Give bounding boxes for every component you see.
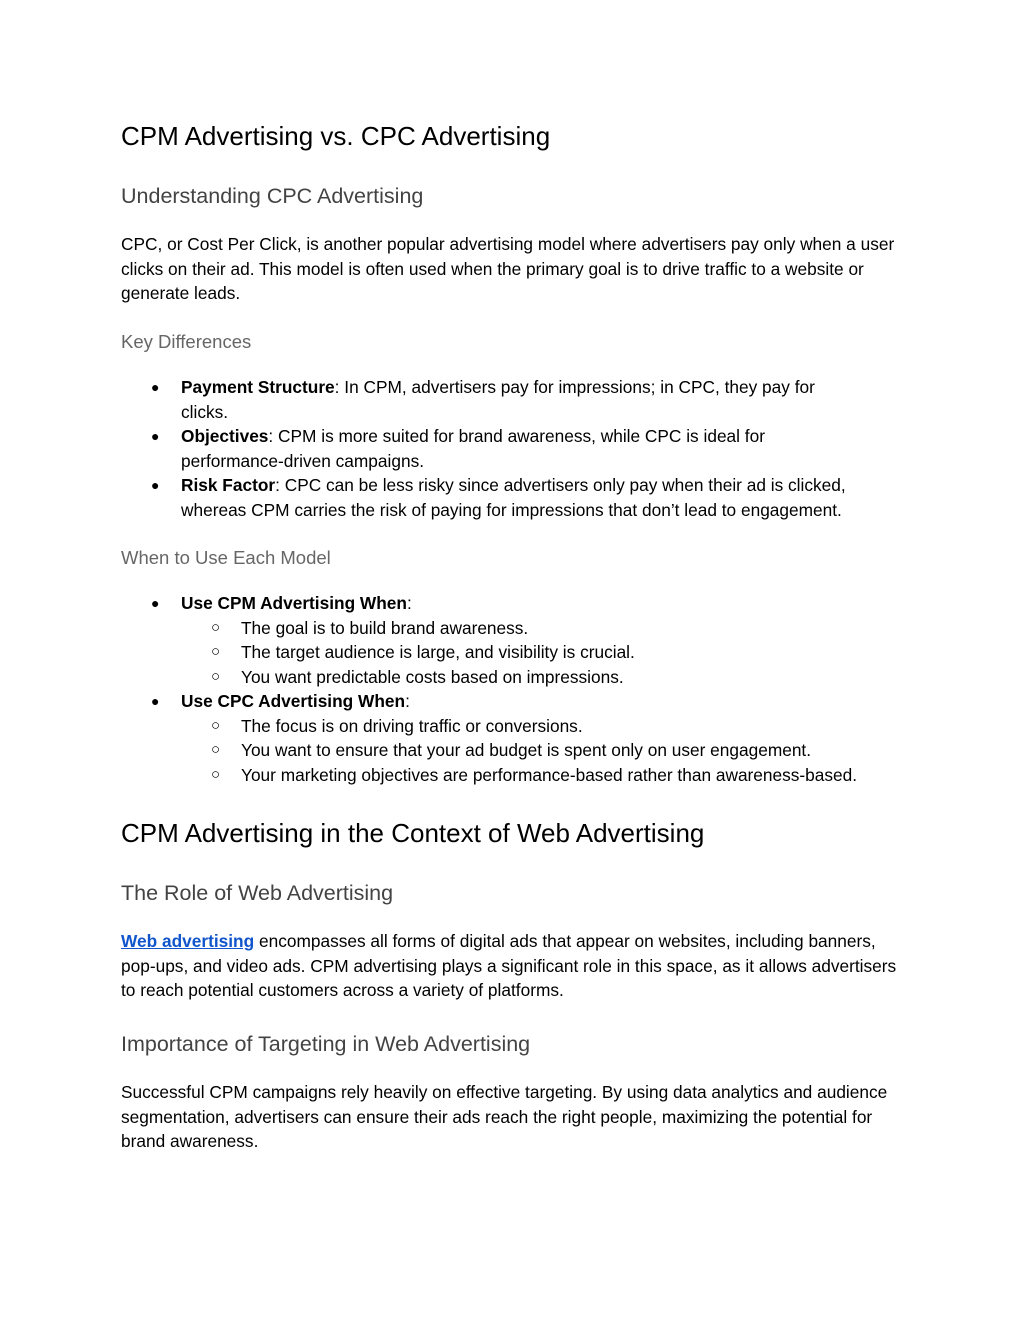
list-item-suffix: : bbox=[406, 593, 412, 613]
list-item-term: Use CPM Advertising When bbox=[181, 593, 407, 613]
sub-list-item: The target audience is large, and visibility is crucial. bbox=[241, 642, 635, 662]
bullet-icon: ● bbox=[151, 379, 160, 395]
list-item-suffix: : bbox=[405, 691, 410, 711]
sub-list-item: You want to ensure that your ad budget is spent only on user engagement. bbox=[241, 740, 812, 760]
sub-list-item: The focus is on driving traffic or conversions. bbox=[241, 715, 583, 736]
sub-bullet-icon: ○ bbox=[211, 667, 221, 685]
when-to-use-heading: When to Use Each Model bbox=[121, 547, 331, 568]
list-item-text: : CPM is more suited for brand awareness, while CPC is ideal for bbox=[268, 426, 765, 446]
list-item-continuation: clicks. bbox=[181, 401, 229, 422]
list-item bbox=[181, 375, 815, 400]
sub-bullet-icon: ○ bbox=[211, 618, 221, 636]
bullet-icon: ● bbox=[151, 477, 160, 493]
sub-bullet-icon: ○ bbox=[211, 765, 221, 783]
web-context-title: CPM Advertising in the Context of Web Advertising bbox=[121, 818, 705, 848]
list-item bbox=[181, 473, 846, 498]
list-item bbox=[181, 689, 410, 714]
page-title: CPM Advertising vs. CPC Advertising bbox=[121, 121, 551, 151]
list-item-text: : CPC can be less risky since advertisers only pay when their ad is clicked, bbox=[275, 475, 846, 495]
cpc-heading: Understanding CPC Advertising bbox=[121, 184, 424, 208]
cpc-paragraph: CPC, or Cost Per Click, is another popular advertising model where advertisers pay only when a user clicks on their ad. This model is often used when the primary goal is to drive traffic to a website or generate leads. bbox=[121, 234, 895, 303]
role-heading: The Role of Web Advertising bbox=[121, 881, 394, 905]
web-advertising-link[interactable]: Web advertising bbox=[121, 931, 255, 951]
sub-bullet-icon: ○ bbox=[211, 741, 221, 758]
list-item-continuation: performance-driven campaigns. bbox=[181, 450, 425, 471]
when-to-use-list bbox=[121, 591, 911, 791]
role-paragraph bbox=[121, 929, 911, 1003]
list-item bbox=[181, 591, 412, 616]
bullet-icon: ● bbox=[151, 595, 160, 611]
bullet-icon: ● bbox=[151, 693, 160, 709]
sub-list-item: You want predictable costs based on impressions. bbox=[241, 666, 624, 687]
list-item-term: Objectives bbox=[181, 426, 269, 446]
bullet-icon: ● bbox=[151, 428, 160, 444]
targeting-heading: Importance of Targeting in Web Advertising bbox=[121, 1032, 531, 1056]
key-differences-heading: Key Differences bbox=[121, 331, 252, 352]
list-item-term: Payment Structure bbox=[181, 377, 335, 397]
targeting-paragraph: Successful CPM campaigns rely heavily on effective targeting. By using data analytics and audience segmentation, advertisers can ensure their ads reach the right people, maximizing the potential for brand awareness. bbox=[121, 1082, 888, 1151]
sub-bullet-icon: ○ bbox=[211, 643, 221, 660]
sub-list-item: Your marketing objectives are performance-based rather than awareness-based. bbox=[241, 764, 858, 785]
list-item-text: : In CPM, advertisers pay for impressions; in CPC, they pay for bbox=[334, 377, 815, 397]
sub-list-item: The goal is to build brand awareness. bbox=[241, 617, 529, 638]
list-item bbox=[181, 424, 765, 449]
key-differences-list bbox=[121, 375, 911, 525]
list-item-term: Use CPC Advertising When bbox=[181, 691, 406, 711]
list-item-continuation: whereas CPM carries the risk of paying for impressions that don’t lead to engagement. bbox=[181, 499, 842, 520]
sub-bullet-icon: ○ bbox=[211, 716, 221, 734]
list-item-term: Risk Factor bbox=[181, 475, 276, 495]
role-paragraph-text: encompasses all forms of digital ads that appear on websites, including banners, pop-ups, and video ads. CPM advertising plays a significant role in this space, as it allows advertisers to reach potential customers across a variety of platforms. bbox=[121, 931, 897, 1000]
